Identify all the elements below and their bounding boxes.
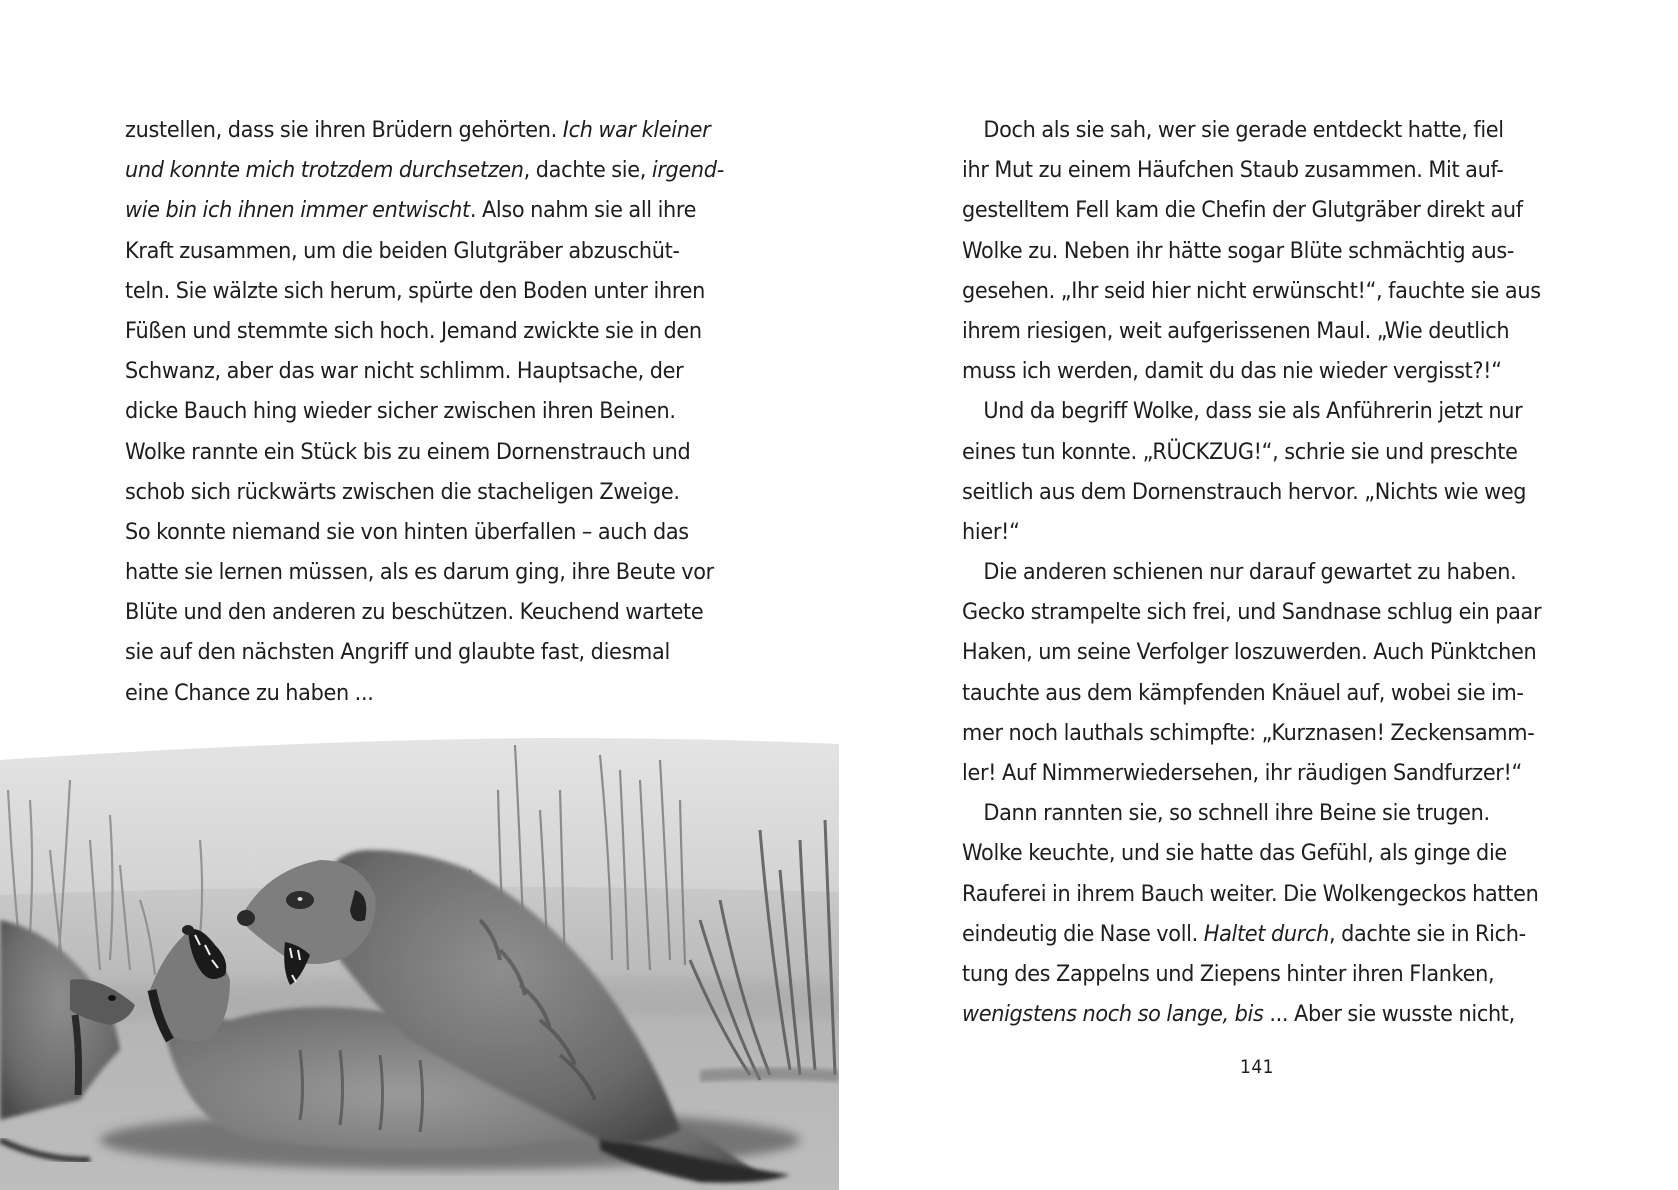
text-segment: teln. Sie wälzte sich herum, spürte den Boden unter ihren xyxy=(125,277,705,304)
italic-text-segment: Haltet durch xyxy=(1203,920,1329,947)
italic-text-segment: und konnte mich trotzdem durchsetzen xyxy=(125,157,524,184)
text-segment: dicke Bauch hing wieder sicher zwischen ihren Beinen. xyxy=(125,398,676,425)
text-segment: ... Aber sie wusste nicht, xyxy=(1263,1001,1515,1028)
text-line xyxy=(962,833,1567,873)
text-line xyxy=(125,110,720,150)
text-line xyxy=(962,432,1567,472)
text-segment: Füßen und stemmte sich hoch. Jemand zwickte sie in den xyxy=(125,317,702,344)
text-line xyxy=(125,351,720,391)
text-segment: Wolke zu. Neben ihr hätte sogar Blüte schmächtig aus- xyxy=(962,237,1515,264)
text-segment: . Also nahm sie all ihre xyxy=(469,197,697,224)
meerkat-fight-illustration xyxy=(0,720,839,1190)
text-line xyxy=(962,271,1567,311)
text-line xyxy=(125,512,720,552)
italic-text-segment: irgend- xyxy=(651,157,724,184)
text-segment: mer noch lauthals schimpfte: „Kurznasen! Zeckensamm- xyxy=(962,719,1535,746)
text-segment: Gecko strampelte sich frei, und Sandnase schlug ein paar xyxy=(962,599,1542,626)
text-segment: Schwanz, aber das war nicht schlimm. Hauptsache, der xyxy=(125,358,684,385)
illustration-svg xyxy=(0,720,839,1190)
text-line xyxy=(962,391,1567,431)
text-line xyxy=(125,632,720,672)
text-segment: Kraft zusammen, um die beiden Glutgräber abzuschüt- xyxy=(125,237,680,264)
text-line xyxy=(962,874,1567,914)
text-segment: gestelltem Fell kam die Chefin der Glutgräber direkt auf xyxy=(962,197,1523,224)
text-line xyxy=(962,632,1567,672)
text-segment: ler! Auf Nimmerwiedersehen, ihr räudigen Sandfurzer!“ xyxy=(962,760,1523,786)
text-segment: Rauferei in ihrem Bauch weiter. Die Wolkengeckos hatten xyxy=(962,880,1539,907)
text-segment: hier!“ xyxy=(962,518,1020,545)
text-line xyxy=(962,110,1567,150)
text-line xyxy=(125,190,720,230)
text-line xyxy=(962,673,1567,713)
right-page xyxy=(839,0,1678,1190)
right-page-text xyxy=(962,110,1612,1034)
italic-text-segment: wie bin ich ihnen immer entwischt xyxy=(125,197,470,224)
text-segment: Dann rannten sie, so schnell ihre Beine sie trugen. xyxy=(983,800,1490,827)
text-line xyxy=(962,954,1567,994)
text-segment: schob sich rückwärts zwischen die stacheligen Zweige. xyxy=(125,478,680,505)
text-segment: So konnte niemand sie von hinten überfallen – auch das xyxy=(125,518,689,545)
text-segment: Haken, um seine Verfolger loszuwerden. Auch Pünktchen xyxy=(962,639,1537,666)
text-line xyxy=(125,592,720,632)
text-line xyxy=(125,231,720,271)
text-segment: tauchte aus dem kämpfenden Knäuel auf, wobei sie im- xyxy=(962,679,1524,706)
text-segment: , dachte sie in Rich- xyxy=(1328,920,1526,947)
grass-shadow-right xyxy=(700,1068,839,1083)
text-segment: ihr Mut zu einem Häufchen Staub zusammen. Mit auf- xyxy=(962,157,1504,184)
text-line xyxy=(125,472,720,512)
text-line xyxy=(962,552,1567,592)
text-segment: Wolke keuchte, und sie hatte das Gefühl, als ginge die xyxy=(962,840,1507,867)
text-line xyxy=(962,311,1567,351)
text-line xyxy=(125,552,720,592)
text-line xyxy=(962,713,1567,753)
text-segment: Die anderen schienen nur darauf gewartet zu haben. xyxy=(983,559,1517,586)
text-line xyxy=(125,150,724,190)
text-line xyxy=(125,271,720,311)
text-segment: sie auf den nächsten Angriff und glaubte fast, diesmal xyxy=(125,639,670,666)
text-segment: muss ich werden, damit du das nie wieder vergisst?!“ xyxy=(962,358,1502,385)
text-line xyxy=(125,311,720,351)
text-line xyxy=(125,432,720,472)
text-segment: eindeutig die Nase voll. xyxy=(962,920,1204,947)
page-number: 141 xyxy=(1240,1056,1274,1078)
text-line xyxy=(125,391,720,431)
text-line xyxy=(962,914,1567,954)
text-line xyxy=(962,753,1567,793)
text-segment: tung des Zappelns und Ziepens hinter ihren Flanken, xyxy=(962,960,1495,987)
text-segment: Doch als sie sah, wer sie gerade entdeckt hatte, fiel xyxy=(983,117,1504,143)
text-line xyxy=(962,150,1567,190)
text-segment: Blüte und den anderen zu beschützen. Keuchend wartete xyxy=(125,599,704,626)
text-segment: Und da begriff Wolke, dass sie als Anführerin jetzt nur xyxy=(983,398,1523,425)
left-page-text xyxy=(125,110,765,713)
text-segment: ihrem riesigen, weit aufgerissenen Maul. „Wie deutlich xyxy=(962,317,1510,344)
text-segment: hatte sie lernen müssen, als es darum ging, ihre Beute vor xyxy=(125,559,714,586)
text-line xyxy=(125,673,720,713)
text-line xyxy=(962,512,1567,552)
text-line xyxy=(962,472,1567,512)
text-segment: eines tun konnte. „RÜCKZUG!“, schrie sie und preschte xyxy=(962,438,1518,465)
text-segment: eine Chance zu haben ... xyxy=(125,679,374,706)
text-line xyxy=(962,592,1567,632)
italic-text-segment: wenigstens noch so lange, bis xyxy=(962,1001,1264,1028)
text-segment: gesehen. „Ihr seid hier nicht erwünscht!“, fauchte sie aus xyxy=(962,277,1541,304)
text-segment: Wolke rannte ein Stück bis zu einem Dornenstrauch und xyxy=(125,438,691,465)
text-segment: , dachte sie, xyxy=(523,157,652,184)
text-segment: seitlich aus dem Dornenstrauch hervor. „Nichts wie weg xyxy=(962,478,1527,505)
italic-text-segment: Ich war kleiner xyxy=(562,117,711,143)
text-line xyxy=(962,994,1567,1034)
text-line xyxy=(962,231,1567,271)
text-segment: zustellen, dass sie ihren Brüdern gehörten. xyxy=(125,117,563,143)
text-line xyxy=(962,351,1567,391)
text-line xyxy=(962,793,1567,833)
text-line xyxy=(962,190,1567,230)
